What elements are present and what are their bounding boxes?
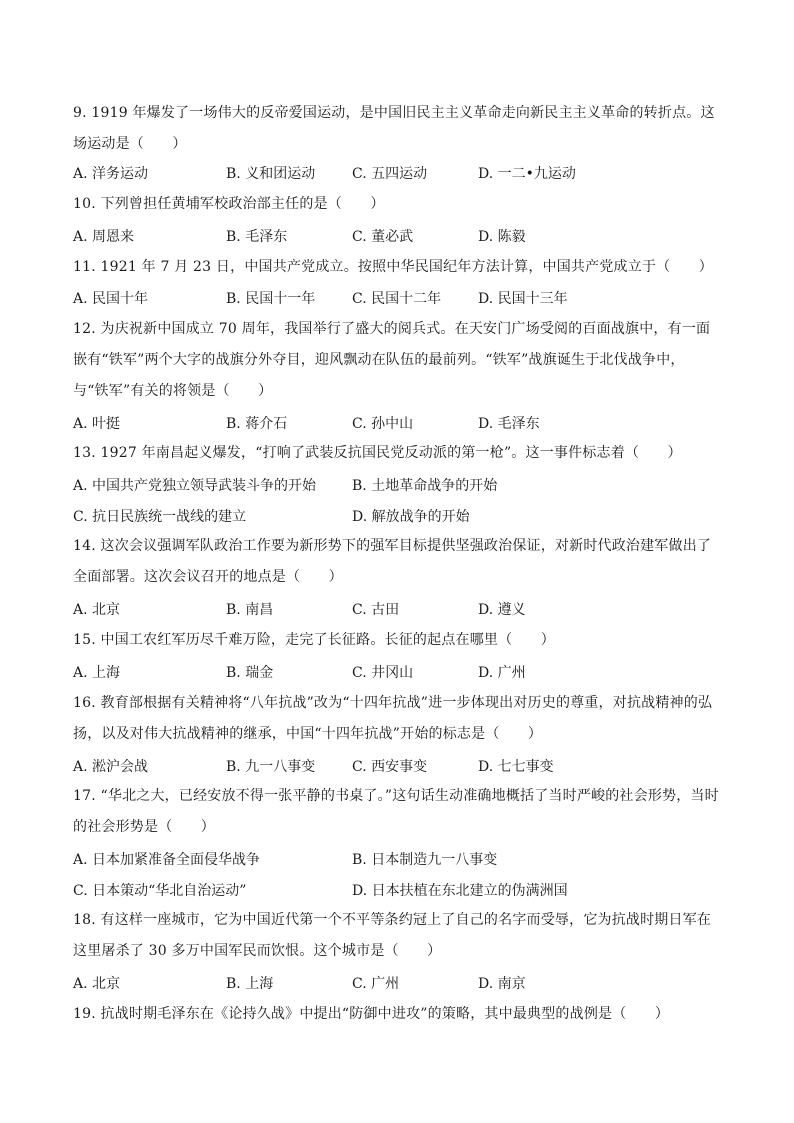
question-16-options [73, 755, 733, 779]
option-b: B. 民国十一年 [226, 291, 316, 307]
option-d: D. 南京 [478, 976, 526, 992]
option-d: D. 遵义 [478, 602, 526, 618]
question-14-options [73, 598, 733, 622]
question-19-stem: 19. 抗战时期毛泽东在《论持久战》中提出“防御中进攻”的策略，其中最典型的战例是（ ） [73, 1006, 670, 1022]
question-18-options [73, 972, 733, 996]
option-c: C. 民国十二年 [352, 291, 442, 307]
option-a: A. 中国共产党独立领导武装斗争的开始 [73, 478, 317, 494]
option-c: C. 孙中山 [352, 416, 414, 432]
option-d: D. 毛泽东 [478, 416, 540, 432]
option-c: C. 五四运动 [352, 166, 428, 182]
question-14-stem: 14. 这次会议强调军队政治工作要为新形势下的强军目标提供坚强政治保证，对新时代政治建军做出了全面部署。这次会议召开的地点是（ ） [73, 538, 712, 585]
question-10-options [73, 225, 733, 249]
option-c: C. 井冈山 [352, 665, 414, 681]
option-a: A. 周恩来 [73, 229, 135, 245]
option-d: D. 民国十三年 [478, 291, 568, 307]
option-a: A. 上海 [73, 665, 121, 681]
option-a: A. 洋务运动 [73, 166, 149, 182]
question-17-options-row2 [73, 879, 733, 903]
question-12-stem: 12. 为庆祝新中国成立 70 周年，我国举行了盛大的阅兵式。在天安门广场受阅的百面战旗中，有一面嵌有“铁军”两个大字的战旗分外夺目，迎风飘动在队伍的最前列。“铁军”战旗诞生于北伐战争中，与“铁军”有关的将领是（ ） [73, 321, 711, 399]
option-d: D. 解放战争的开始 [352, 509, 470, 525]
option-b: B. 九一八事变 [226, 759, 316, 775]
option-d: D. 七七事变 [478, 759, 554, 775]
question-9-options [73, 162, 733, 186]
question-18-stem: 18. 有这样一座城市，它为中国近代第一个不平等条约冠上了自己的名字而受辱，它为抗战时期日军在这里屠杀了 30 多万中国军民而饮恨。这个城市是（ ） [73, 912, 712, 959]
option-a: A. 日本加紧准备全面侵华战争 [73, 852, 261, 868]
option-c: C. 西安事变 [352, 759, 428, 775]
option-d: D. 日本扶植在东北建立的伪满洲国 [352, 883, 568, 899]
option-b: B. 瑞金 [226, 665, 274, 681]
option-c: C. 广州 [352, 976, 400, 992]
question-17-stem: 17. “华北之大，已经安放不得一张平静的书桌了。”这句话生动准确地概括了当时严峻的社会形势，当时的社会形势是（ ） [73, 788, 719, 835]
option-c: C. 日本策动“华北自治运动” [73, 883, 247, 899]
option-a: A. 叶挺 [73, 416, 121, 432]
option-d: D. 广州 [478, 665, 526, 681]
question-10-stem: 10. 下列曾担任黄埔军校政治部主任的是（ ） [73, 196, 385, 212]
option-a: A. 民国十年 [73, 291, 149, 307]
option-d: D. 陈毅 [478, 229, 526, 245]
option-c: C. 董必武 [352, 229, 414, 245]
option-b: B. 日本制造九一八事变 [352, 852, 498, 868]
option-c: C. 抗日民族统一战线的建立 [73, 509, 247, 525]
question-9-stem: 9. 1919 年爆发了一场伟大的反帝爱国运动，是中国旧民主主义革命走向新民主主义革命的转折点。这场运动是（ ） [73, 105, 715, 152]
option-c: C. 古田 [352, 602, 400, 618]
question-11-stem: 11. 1921 年 7 月 23 日，中国共产党成立。按照中华民国纪年方法计算，中国共产党成立于（ ） [73, 259, 713, 275]
question-13-stem: 13. 1927 年南昌起义爆发，“打响了武装反抗国民党反动派的第一枪”。这一事件标志着（ ） [73, 445, 682, 461]
option-a: A. 北京 [73, 976, 121, 992]
question-13-options-row1 [73, 474, 733, 498]
option-b: B. 南昌 [226, 602, 274, 618]
option-b: B. 土地革命战争的开始 [352, 478, 498, 494]
question-17-options-row1 [73, 848, 733, 872]
question-16-stem: 16. 教育部根据有关精神将“八年抗战”改为“十四年抗战”进一步体现出对历史的尊重，对抗战精神的弘扬，以及对伟大抗战精神的继承，中国“十四年抗战”开始的标志是（ ） [73, 695, 713, 742]
question-11-options [73, 287, 733, 311]
option-b: B. 义和团运动 [226, 166, 316, 182]
option-b: B. 上海 [226, 976, 274, 992]
question-12-options [73, 412, 733, 436]
option-b: B. 毛泽东 [226, 229, 288, 245]
option-a: A. 北京 [73, 602, 121, 618]
option-d: D. 一二•九运动 [478, 166, 576, 182]
question-15-options [73, 661, 733, 685]
question-15-stem: 15. 中国工农红军历尽千难万险，走完了长征路。长征的起点在哪里（ ） [73, 632, 555, 648]
option-a: A. 淞沪会战 [73, 759, 149, 775]
question-13-options-row2 [73, 505, 733, 529]
option-b: B. 蒋介石 [226, 416, 288, 432]
